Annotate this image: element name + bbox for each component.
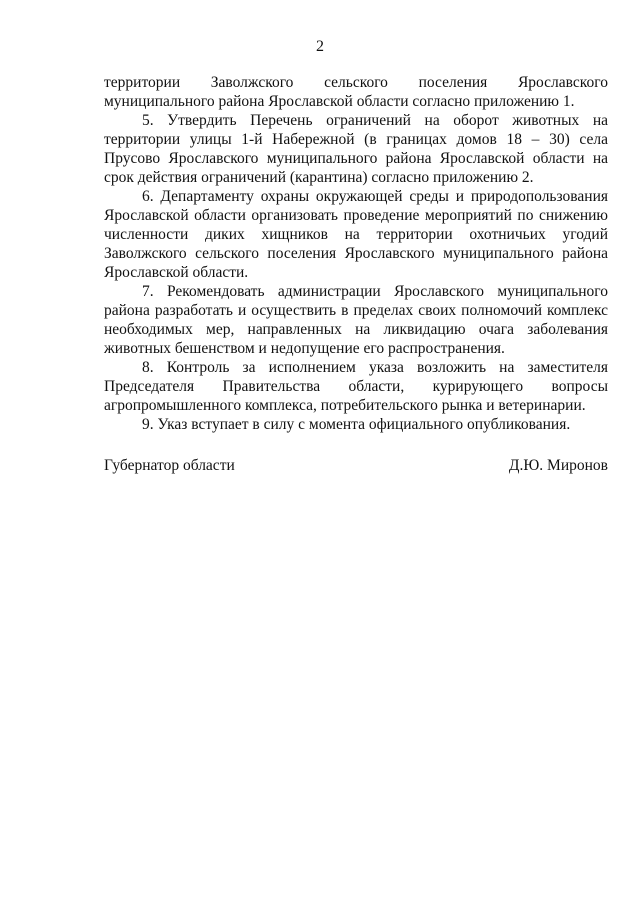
paragraph-item-6: 6. Департаменту охраны окружающей среды и природопользования Ярославской области организовать проведение мероприятий по снижению численности диких хищников на территории охотничьих угодий Заволжского сельского поселения Ярославского муниципального района Ярославской области. xyxy=(104,188,608,281)
document-body xyxy=(104,73,608,434)
paragraph-item-9: 9. Указ вступает в силу с момента официального опубликования. xyxy=(142,416,571,433)
page-number: 2 xyxy=(316,38,324,55)
paragraph-item-8: 8. Контроль за исполнением указа возложить на заместителя Председателя Правительства области, курирующего вопросы агропромышленного комплекса, потребительского рынка и ветеринарии. xyxy=(104,359,608,414)
signatory-name: Д.Ю. Миронов xyxy=(508,457,608,474)
signatory-position: Губернатор области xyxy=(104,457,235,474)
paragraph-item-5: 5. Утвердить Перечень ограничений на оборот животных на территории улицы 1-й Набережной (в границах домов 18 – 30) села Прусово Ярославского муниципального района Ярославской области на срок действия ограничений (карантина) согласно приложению 2. xyxy=(104,112,608,186)
paragraph-continuation: территории Заволжского сельского поселения Ярославского муниципального района Ярославской области согласно приложению 1. xyxy=(104,74,608,110)
signature-block xyxy=(104,456,608,475)
paragraph-item-7: 7. Рекомендовать администрации Ярославского муниципального района разработать и осуществить в пределах своих полномочий комплекс необходимых мер, направленных на ликвидацию очага заболевания животных бешенством и недопущение его распространения. xyxy=(104,283,608,357)
